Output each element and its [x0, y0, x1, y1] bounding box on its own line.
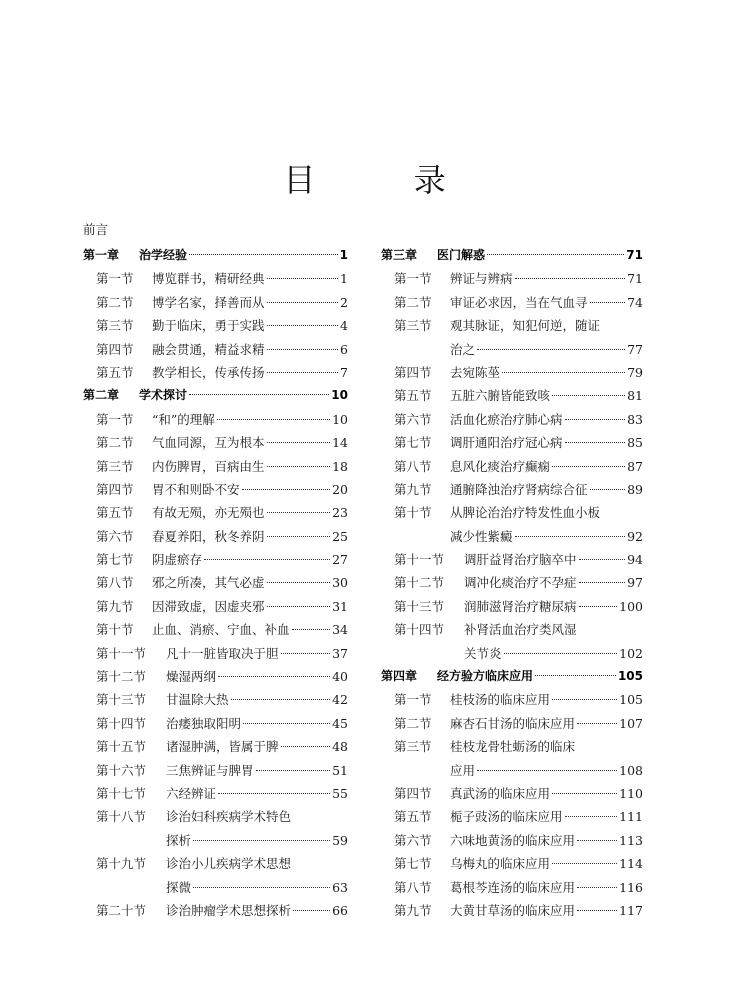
toc-entry-title: 春夏养阳，秋冬养阴 [152, 528, 265, 544]
dot-leader [535, 675, 616, 676]
toc-entry-title: 医门解惑 [437, 248, 486, 262]
toc-entry-page: 66 [332, 902, 348, 918]
toc-section-entry[interactable] [381, 384, 643, 407]
toc-entry-page: 97 [627, 575, 643, 591]
toc-entry-number: 第十三节 [394, 598, 445, 614]
toc-entry-title: 润肺滋肾治疗糖尿病 [464, 598, 577, 614]
toc-entry-number: 第十一节 [394, 552, 445, 568]
toc-entry-title: 凡十一脏皆取决于胆 [166, 645, 279, 661]
toc-entry-number: 第二节 [394, 294, 432, 310]
toc-entry-title: 因滞致虚，因虚夹邪 [152, 598, 265, 614]
toc-entry-page: 25 [332, 528, 348, 544]
toc-entry-title: 应用 [450, 762, 476, 778]
toc-entry-title: 葛根芩连汤的临床应用 [450, 879, 576, 895]
toc-entry-page: 51 [332, 762, 348, 778]
toc-entry-page: 110 [619, 785, 643, 801]
toc-column-right [381, 244, 643, 922]
toc-entry-number: 第四节 [394, 364, 432, 380]
dot-leader [487, 254, 624, 255]
dot-leader [577, 723, 617, 724]
toc-entry-page: 7 [340, 364, 348, 380]
toc-section-entry[interactable] [83, 408, 348, 431]
toc-entry-number: 第十节 [394, 505, 432, 521]
dot-leader [565, 419, 626, 420]
toc-entry-number: 第六节 [394, 411, 432, 427]
toc-section-entry[interactable] [83, 525, 348, 548]
dot-leader [579, 606, 618, 607]
toc-section-entry[interactable] [83, 665, 348, 688]
toc-section-entry[interactable] [381, 852, 643, 875]
toc-entry-page: 4 [340, 318, 348, 334]
toc-entry-title: 教学相长，传承传扬 [152, 364, 265, 380]
toc-entry-title: 气血同源，互为根本 [152, 435, 265, 451]
toc-section-entry[interactable] [83, 548, 348, 571]
toc-section-entry[interactable] [83, 478, 348, 501]
dot-leader [267, 466, 331, 467]
dot-leader [477, 770, 617, 771]
toc-entry-title: 调肝通阳治疗冠心病 [450, 435, 563, 451]
toc-entry-number: 第二章 [83, 388, 120, 403]
toc-entry-page: 111 [619, 809, 643, 825]
toc-entry-title: 有故无殒，亦无殒也 [152, 505, 265, 521]
toc-entry-page: 63 [332, 879, 348, 895]
toc-entry-number: 第三节 [394, 318, 432, 334]
dot-leader [552, 395, 625, 396]
toc-entry-title: 邪之所凑，其气必虚 [152, 575, 265, 591]
toc-entry-number: 第十二节 [96, 669, 147, 685]
dot-leader [193, 887, 330, 888]
dot-leader [590, 302, 626, 303]
toc-section-entry[interactable] [83, 431, 348, 454]
toc-entry-page: 71 [627, 271, 643, 287]
toc-section-entry[interactable] [381, 478, 643, 501]
toc-entry-continuation[interactable] [381, 759, 643, 782]
dot-leader [267, 372, 339, 373]
toc-entry-page: 30 [332, 575, 348, 591]
dot-leader [565, 816, 618, 817]
toc-entry-page: 37 [332, 645, 348, 661]
dot-leader [267, 325, 339, 326]
toc-section-entry[interactable] [381, 735, 643, 758]
toc-entry-page: 10 [332, 411, 348, 427]
toc-entry-title: 阴虚瘀存 [152, 552, 203, 568]
toc-entry-number: 第七节 [394, 435, 432, 451]
toc-entry-title: 诊治小儿疾病学术思想 [166, 856, 292, 872]
toc-column-left [83, 244, 348, 922]
dot-leader [502, 372, 625, 373]
toc-entry-number: 第九节 [96, 598, 134, 614]
toc-entry-title: 补肾活血治疗类风湿 [464, 622, 577, 638]
dot-leader [217, 419, 330, 420]
toc-entry-number: 第一节 [96, 411, 134, 427]
toc-section-entry[interactable] [381, 548, 643, 571]
toc-entry-number: 第二节 [394, 715, 432, 731]
dot-leader [218, 676, 330, 677]
toc-entry-page: 40 [332, 669, 348, 685]
toc-entry-page: 6 [340, 341, 348, 357]
dot-leader [579, 582, 626, 583]
toc-section-entry[interactable] [83, 595, 348, 618]
toc-entry-title: 五脏六腑皆能致咳 [450, 388, 551, 404]
toc-entry-page: 83 [627, 411, 643, 427]
toc-section-entry[interactable] [381, 361, 643, 384]
dot-leader [189, 394, 329, 395]
toc-entry-page: 14 [332, 435, 348, 451]
toc-entry-number: 第九节 [394, 481, 432, 497]
dot-leader [515, 536, 626, 537]
toc-entry-number: 第三节 [96, 458, 134, 474]
toc-entry-page: 105 [617, 669, 643, 684]
toc-section-entry[interactable] [83, 618, 348, 641]
toc-section-entry[interactable] [381, 501, 643, 524]
toc-section-entry[interactable] [83, 642, 348, 665]
toc-entry-page: 2 [340, 294, 348, 310]
dot-leader [189, 254, 338, 255]
toc-entry-page: 1 [340, 271, 348, 287]
toc-section-entry[interactable] [381, 408, 643, 431]
dot-leader [577, 840, 617, 841]
dot-leader [515, 278, 626, 279]
dot-leader [267, 302, 339, 303]
toc-entry-number: 第二十节 [96, 902, 147, 918]
toc-section-entry[interactable] [381, 618, 643, 641]
toc-entry-title: 诊治肿瘤学术思想探析 [166, 902, 292, 918]
toc-entry-number: 第四节 [96, 481, 134, 497]
dot-leader [193, 840, 330, 841]
toc-entry-title: 三焦辨证与脾胃 [166, 762, 254, 778]
toc-entry-number: 第十一节 [96, 645, 147, 661]
toc-section-entry[interactable] [83, 501, 348, 524]
toc-entry-page: 18 [332, 458, 348, 474]
toc-entry-page: 71 [626, 248, 643, 262]
dot-leader [565, 442, 626, 443]
dot-leader [267, 512, 331, 513]
toc-entry-page: 113 [619, 832, 643, 848]
dot-leader [281, 653, 331, 654]
toc-entry-title: 探微 [166, 879, 192, 895]
toc-entry-number: 第三章 [381, 248, 418, 262]
toc-entry-number: 第三节 [394, 739, 432, 755]
toc-entry-title: 六经辨证 [166, 785, 217, 801]
toc-entry-title: 治之 [450, 341, 476, 357]
toc-entry-number: 第十四节 [96, 715, 147, 731]
toc-entry-title: 治学经验 [139, 248, 188, 262]
toc-section-entry[interactable] [381, 829, 643, 852]
toc-entry-number: 第十七节 [96, 785, 147, 801]
toc-section-entry[interactable] [381, 688, 643, 711]
toc-entry-number: 第五节 [96, 505, 134, 521]
toc-entry-number: 第一节 [394, 692, 432, 708]
toc-entry-page: 27 [332, 552, 348, 568]
toc-entry-page: 89 [627, 481, 643, 497]
toc-section-entry[interactable] [83, 361, 348, 384]
toc-section-entry[interactable] [381, 314, 643, 337]
toc-entry-number: 第五节 [394, 388, 432, 404]
toc-entry-title: 探析 [166, 832, 192, 848]
toc-entry-title: 减少性紫癜 [450, 528, 513, 544]
toc-entry-number: 第五节 [394, 809, 432, 825]
toc-chapter-entry[interactable] [83, 244, 348, 267]
toc-entry-title: 桂枝龙骨牡蛎汤的临床 [450, 739, 576, 755]
toc-entry-title: 大黄甘草汤的临床应用 [450, 902, 576, 918]
toc-section-entry[interactable] [83, 291, 348, 314]
toc-entry-page: 114 [619, 856, 643, 872]
toc-entry-title: 关节炎 [464, 645, 502, 661]
dot-leader [552, 863, 617, 864]
toc-section-entry[interactable] [83, 759, 348, 782]
toc-entry-continuation[interactable] [381, 338, 643, 361]
toc-entry-title: 乌梅丸的临床应用 [450, 856, 551, 872]
toc-entry-title: 麻杏石甘汤的临床应用 [450, 715, 576, 731]
toc-entry-title: 学术探讨 [139, 388, 188, 403]
toc-section-entry[interactable] [83, 735, 348, 758]
toc-entry-page: 74 [627, 294, 643, 310]
toc-section-entry[interactable] [83, 267, 348, 290]
toc-chapter-entry[interactable] [381, 244, 643, 267]
toc-entry-title: 诊治妇科疾病学术特色 [166, 809, 292, 825]
toc-entry-title: 观其脉证，知犯何逆，随证 [450, 318, 601, 334]
toc-section-entry[interactable] [381, 291, 643, 314]
toc-entry-page: 94 [627, 552, 643, 568]
dot-leader [552, 699, 617, 700]
toc-entry-page: 10 [331, 388, 348, 403]
dot-leader [552, 466, 625, 467]
toc-entry-page: 102 [619, 645, 643, 661]
toc-entry-page: 42 [332, 692, 348, 708]
toc-section-entry[interactable] [381, 267, 643, 290]
toc-entry-number: 第五节 [96, 364, 134, 380]
toc-entry-title: 调冲化痰治疗不孕症 [464, 575, 577, 591]
toc-entry-title: 甘温除大热 [166, 692, 229, 708]
toc-entry-number: 第一章 [83, 248, 120, 262]
toc-section-entry[interactable] [381, 876, 643, 899]
toc-entry-number: 第七节 [394, 856, 432, 872]
toc-section-entry[interactable] [83, 688, 348, 711]
toc-entry-title: 活血化瘀治疗肺心病 [450, 411, 563, 427]
toc-section-entry[interactable] [381, 431, 643, 454]
dot-leader [242, 489, 331, 490]
toc-chapter-entry[interactable] [83, 384, 348, 407]
dot-leader [590, 489, 626, 490]
dot-leader [243, 723, 330, 724]
toc-entry-page: 85 [627, 435, 643, 451]
dot-leader [267, 349, 339, 350]
dot-leader [281, 746, 331, 747]
toc-entry-title: 经方验方临床应用 [437, 669, 534, 684]
toc-section-entry[interactable] [381, 782, 643, 805]
toc-section-entry[interactable] [83, 782, 348, 805]
toc-entry-title: 博学名家，择善而从 [152, 294, 265, 310]
toc-entry-title: 止血、消瘀、宁血、补血 [152, 622, 290, 638]
toc-section-entry[interactable] [381, 805, 643, 828]
toc-entry-page: 117 [619, 902, 643, 918]
dot-leader [579, 559, 626, 560]
toc-entry-number: 第八节 [394, 879, 432, 895]
toc-entry-title: 六味地黄汤的临床应用 [450, 832, 576, 848]
toc-entry-number: 第八节 [96, 575, 134, 591]
toc-entry-page: 34 [332, 622, 348, 638]
toc-entry-title: 通腑降浊治疗肾病综合征 [450, 481, 588, 497]
dot-leader [292, 629, 331, 630]
dot-leader [267, 606, 331, 607]
toc-entry-page: 87 [627, 458, 643, 474]
toc-entry-number: 第六节 [394, 832, 432, 848]
toc-entry-continuation[interactable] [381, 525, 643, 548]
toc-entry-number: 第十节 [96, 622, 134, 638]
dot-leader [504, 653, 618, 654]
toc-entry-number: 第一节 [96, 271, 134, 287]
toc-section-entry[interactable] [381, 899, 643, 922]
toc-section-entry[interactable] [83, 338, 348, 361]
toc-entry-page: 55 [332, 785, 348, 801]
toc-entry-number: 第九节 [394, 902, 432, 918]
toc-entry-title: 燥湿两纲 [166, 669, 217, 685]
toc-section-entry[interactable] [83, 314, 348, 337]
toc-section-entry[interactable] [83, 805, 348, 828]
toc-entry-page: 48 [332, 739, 348, 755]
toc-entry-title: 息风化痰治疗癫痫 [450, 458, 551, 474]
dot-leader [231, 699, 331, 700]
dot-leader [552, 793, 617, 794]
toc-entry-title: 内伤脾胃，百病由生 [152, 458, 265, 474]
toc-entry-number: 第四章 [381, 669, 418, 684]
toc-entry-number: 第二节 [96, 435, 134, 451]
toc-entry-number: 第十四节 [394, 622, 445, 638]
toc-section-entry[interactable] [83, 455, 348, 478]
toc-entry-number: 第八节 [394, 458, 432, 474]
toc-section-entry[interactable] [381, 712, 643, 735]
toc-section-entry[interactable] [381, 595, 643, 618]
toc-entry-page: 77 [627, 341, 643, 357]
toc-entry-title: 从脾论治治疗特发性血小板 [450, 505, 601, 521]
toc-entry-title: 勤于临床，勇于实践 [152, 318, 265, 334]
toc-entry-title: 融会贯通，精益求精 [152, 341, 265, 357]
dot-leader [256, 770, 331, 771]
toc-entry-title: 桂枝汤的临床应用 [450, 692, 551, 708]
toc-entry-title: “和”的理解 [152, 411, 215, 427]
toc-entry-page: 81 [627, 388, 643, 404]
toc-section-entry[interactable] [83, 852, 348, 875]
dot-leader [267, 536, 331, 537]
toc-entry-page: 20 [332, 481, 348, 497]
toc-entry-page: 105 [619, 692, 643, 708]
toc-entry-title: 辨证与辨病 [450, 271, 513, 287]
toc-section-entry[interactable] [381, 455, 643, 478]
toc-entry-page: 116 [619, 879, 643, 895]
toc-chapter-entry[interactable] [381, 665, 643, 688]
toc-entry-page: 107 [619, 715, 643, 731]
toc-entry-number: 第十五节 [96, 739, 147, 755]
toc-entry-title: 治痿独取阳明 [166, 715, 242, 731]
toc-entry-page: 92 [627, 528, 643, 544]
toc-entry-title: 真武汤的临床应用 [450, 785, 551, 801]
toc-entry-title: 博览群书，精研经典 [152, 271, 265, 287]
dot-leader [293, 910, 330, 911]
toc-entry-number: 第十二节 [394, 575, 445, 591]
dot-leader [267, 278, 339, 279]
dot-leader [204, 559, 330, 560]
toc-entry-title: 去宛陈莝 [450, 364, 501, 380]
dot-leader [218, 793, 330, 794]
toc-entry-continuation[interactable] [83, 876, 348, 899]
toc-entry-number: 第六节 [96, 528, 134, 544]
toc-entry-page: 45 [332, 715, 348, 731]
toc-entry-page: 59 [332, 832, 348, 848]
toc-entry-preface[interactable]: 前言 [83, 222, 109, 237]
toc-entry-number: 第十八节 [96, 809, 147, 825]
toc-section-entry[interactable] [381, 571, 643, 594]
toc-entry-page: 100 [619, 598, 643, 614]
toc-entry-number: 第十三节 [96, 692, 147, 708]
dot-leader [577, 910, 617, 911]
toc-entry-number: 第十六节 [96, 762, 147, 778]
toc-entry-continuation[interactable] [381, 642, 643, 665]
toc-entry-title: 胃不和则卧不安 [152, 481, 240, 497]
toc-entry-number: 第七节 [96, 552, 134, 568]
toc-entry-number: 第四节 [394, 785, 432, 801]
dot-leader [267, 582, 331, 583]
toc-entry-number: 第一节 [394, 271, 432, 287]
toc-entry-continuation[interactable] [83, 829, 348, 852]
toc-entry-title: 诸湿肿满，皆属于脾 [166, 739, 279, 755]
dot-leader [577, 887, 617, 888]
toc-entry-title: 审证必求因，当在气血寻 [450, 294, 588, 310]
dot-leader [477, 349, 625, 350]
toc-entry-page: 23 [332, 505, 348, 521]
toc-entry-number: 第十九节 [96, 856, 147, 872]
toc-entry-title: 调肝益肾治疗脑卒中 [464, 552, 577, 568]
toc-entry-title: 栀子豉汤的临床应用 [450, 809, 563, 825]
toc-entry-number: 第三节 [96, 318, 134, 334]
toc-entry-page: 79 [627, 364, 643, 380]
toc-entry-page: 108 [619, 762, 643, 778]
dot-leader [267, 442, 331, 443]
toc-entry-number: 第二节 [96, 294, 134, 310]
page-title: 目 录 [283, 161, 490, 199]
toc-entry-page: 1 [339, 248, 348, 262]
toc-section-entry[interactable] [83, 899, 348, 922]
toc-section-entry[interactable] [83, 712, 348, 735]
toc-entry-number: 第四节 [96, 341, 134, 357]
toc-section-entry[interactable] [83, 571, 348, 594]
toc-entry-page: 31 [332, 598, 348, 614]
